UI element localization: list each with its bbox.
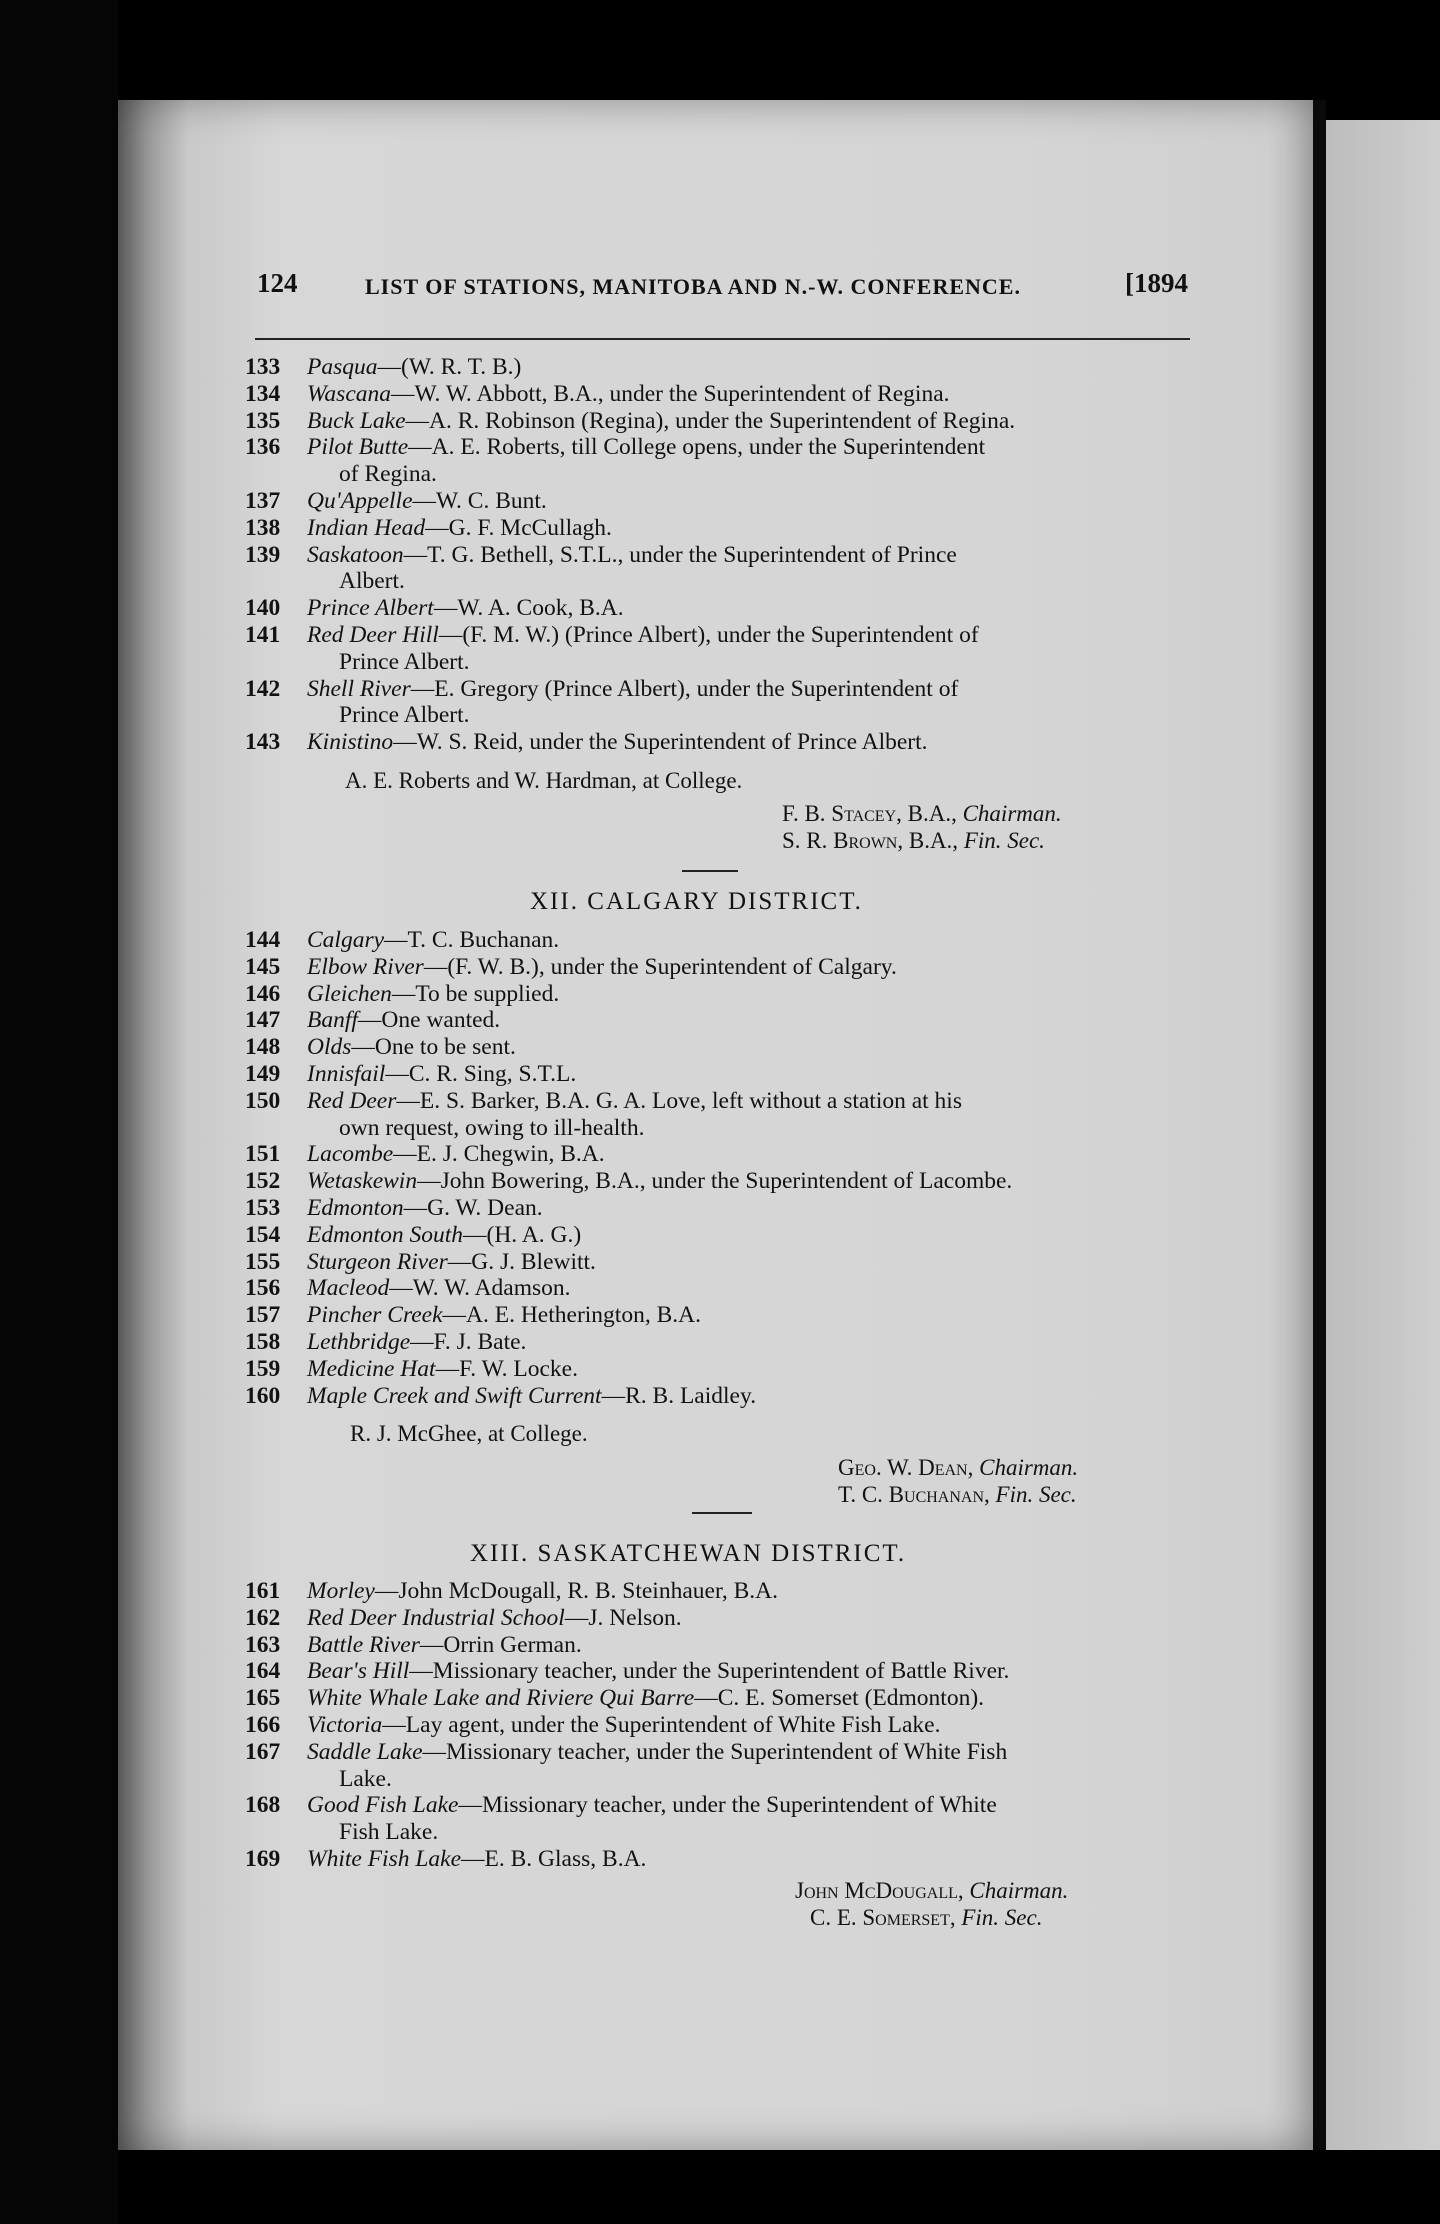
secretary-name: S. R. Brown bbox=[782, 828, 898, 853]
station-entry bbox=[245, 622, 1205, 649]
station-place: Pilot Butte bbox=[307, 434, 409, 461]
station-entry bbox=[245, 408, 1205, 435]
station-appointment: —Missionary teacher, under the Superintendent of White Fish bbox=[422, 1738, 1008, 1765]
station-appointment: —E. J. Chegwin, B.A. bbox=[393, 1141, 605, 1168]
station-appointment: —To be supplied. bbox=[391, 980, 560, 1007]
station-place: Edmonton South bbox=[307, 1221, 464, 1248]
station-number: 166 bbox=[245, 1711, 281, 1738]
station-appointment: —T. C. Buchanan. bbox=[384, 927, 560, 953]
station-number: 134 bbox=[245, 380, 281, 407]
station-appointment: —C. R. Sing, S.T.L. bbox=[385, 1060, 577, 1087]
calgary-secretary-signature: T. C. Buchanan, Fin. Sec. bbox=[838, 1482, 1077, 1507]
station-appointment: —T. G. Bethell, S.T.L., under the Superintendent of Prince bbox=[403, 541, 957, 568]
station-number: 137 bbox=[245, 487, 281, 514]
station-place: Edmonton bbox=[307, 1194, 404, 1221]
station-appointment: —(H. A. G.) bbox=[463, 1221, 582, 1248]
station-appointment: —F. J. Bate. bbox=[410, 1328, 527, 1355]
station-appointment: —John McDougall, R. B. Steinhauer, B.A. bbox=[374, 1578, 778, 1604]
station-number: 164 bbox=[245, 1658, 281, 1685]
station-number: 141 bbox=[245, 621, 281, 648]
secretary-title: Fin. Sec. bbox=[963, 828, 1045, 853]
station-appointment: —G. W. Dean. bbox=[403, 1194, 543, 1221]
station-place: Medicine Hat bbox=[307, 1355, 436, 1382]
station-place: Pasqua bbox=[307, 354, 378, 380]
station-place: White Whale Lake and Riviere Qui Barre bbox=[307, 1685, 695, 1712]
station-entry bbox=[245, 1141, 1205, 1168]
station-appointment: —F. W. Locke. bbox=[435, 1355, 578, 1382]
station-place: Prince Albert bbox=[307, 595, 434, 622]
station-entry bbox=[245, 1712, 1205, 1739]
station-place: Victoria bbox=[307, 1711, 383, 1738]
station-number: 155 bbox=[245, 1248, 281, 1275]
station-number: 148 bbox=[245, 1034, 281, 1061]
station-appointment: —W. S. Reid, under the Superintendent of Prince Albert. bbox=[393, 729, 928, 756]
station-entry bbox=[245, 1685, 1205, 1712]
chairman-signature bbox=[782, 801, 1062, 828]
calgary-chairman-name: Geo. W. Dean bbox=[838, 1455, 968, 1480]
station-place: Good Fish Lake bbox=[307, 1792, 459, 1819]
station-entry bbox=[245, 1739, 1205, 1766]
station-number: 160 bbox=[245, 1382, 281, 1409]
station-entry bbox=[245, 1383, 1205, 1410]
station-number: 165 bbox=[245, 1685, 281, 1712]
station-entry bbox=[245, 354, 1205, 381]
station-place: Banff bbox=[307, 1007, 358, 1034]
station-entry bbox=[245, 1222, 1205, 1249]
station-appointment: —W. C. Bunt. bbox=[412, 487, 547, 514]
station-number: 168 bbox=[245, 1792, 281, 1819]
station-place: Wascana bbox=[307, 380, 391, 407]
station-appointment: —A. E. Roberts, till College opens, under the Superintendent bbox=[408, 434, 986, 461]
station-entry bbox=[245, 1846, 1205, 1873]
district-heading-saskatchewan: XIII. SASKATCHEWAN DISTRICT. bbox=[470, 1540, 907, 1567]
chairman-name: F. B. Stacey bbox=[782, 801, 897, 826]
facing-page-edge bbox=[1326, 120, 1440, 2150]
station-continuation: Fish Lake. bbox=[339, 1819, 439, 1846]
station-place: Saskatoon bbox=[307, 541, 404, 568]
station-number: 136 bbox=[245, 434, 281, 461]
station-appointment: —J. Nelson. bbox=[564, 1604, 682, 1631]
station-entry bbox=[245, 1605, 1205, 1632]
station-number: 138 bbox=[245, 514, 281, 541]
station-place: Elbow River bbox=[307, 953, 424, 980]
station-entry bbox=[245, 1007, 1205, 1034]
college-note: A. E. Roberts and W. Hardman, at College. bbox=[345, 768, 743, 793]
station-appointment: —A. R. Robinson (Regina), under the Superintendent of Regina. bbox=[405, 407, 1016, 434]
station-place: Sturgeon River bbox=[307, 1248, 448, 1275]
station-number: 154 bbox=[245, 1221, 281, 1248]
calgary-entries bbox=[245, 927, 1205, 1409]
station-entry bbox=[245, 542, 1205, 569]
chairman-title: Chairman. bbox=[962, 801, 1062, 826]
station-number: 147 bbox=[245, 1007, 281, 1034]
station-place: Battle River bbox=[307, 1631, 420, 1658]
header-rule bbox=[255, 338, 1190, 340]
station-entry bbox=[245, 595, 1205, 622]
station-number: 158 bbox=[245, 1328, 281, 1355]
page-year: [1894 bbox=[1125, 268, 1188, 298]
station-appointment: —E. Gregory (Prince Albert), under the Superintendent of bbox=[410, 675, 959, 702]
station-entry bbox=[245, 1302, 1205, 1329]
station-entry bbox=[245, 927, 1205, 954]
station-entry bbox=[245, 1061, 1205, 1088]
station-appointment: —C. E. Somerset (Edmonton). bbox=[694, 1685, 985, 1712]
station-continuation: own request, owing to ill-health. bbox=[339, 1114, 645, 1141]
station-appointment: —(F. M. W.) (Prince Albert), under the Superintendent of bbox=[438, 621, 979, 648]
station-number: 167 bbox=[245, 1738, 281, 1765]
station-appointment: —W. W. Abbott, B.A., under the Superintendent of Regina. bbox=[391, 380, 950, 407]
station-place: Red Deer Industrial School bbox=[307, 1604, 565, 1631]
station-number: 144 bbox=[245, 927, 281, 953]
station-place: Morley bbox=[307, 1578, 375, 1604]
station-entry bbox=[245, 1329, 1205, 1356]
station-appointment: —Lay agent, under the Superintendent of White Fish Lake. bbox=[382, 1711, 941, 1738]
station-place: Macleod bbox=[307, 1275, 390, 1302]
station-entry bbox=[245, 981, 1205, 1008]
calgary-secretary-title: Fin. Sec. bbox=[995, 1482, 1077, 1507]
station-appointment: —A. E. Hetherington, B.A. bbox=[442, 1302, 701, 1329]
running-title: LIST OF STATIONS, MANITOBA AND N.-W. CONFERENCE. bbox=[365, 274, 1021, 299]
district-heading-calgary: XII. CALGARY DISTRICT. bbox=[530, 888, 863, 915]
sask-chairman-name: John McDougall bbox=[795, 1878, 958, 1903]
station-place: Red Deer bbox=[307, 1087, 397, 1114]
station-appointment: —(F. W. B.), under the Superintendent of Calgary. bbox=[423, 953, 897, 980]
station-number: 143 bbox=[245, 729, 281, 756]
station-place: White Fish Lake bbox=[307, 1845, 462, 1872]
station-number: 135 bbox=[245, 407, 281, 434]
station-appointment: —Missionary teacher, under the Superintendent of Battle River. bbox=[409, 1658, 1010, 1685]
station-place: Bear's Hill bbox=[307, 1658, 410, 1685]
station-continuation: Albert. bbox=[339, 568, 405, 595]
station-appointment: —G. J. Blewitt. bbox=[447, 1248, 596, 1275]
station-number: 156 bbox=[245, 1275, 281, 1302]
station-entry bbox=[245, 1275, 1205, 1302]
station-place: Innisfail bbox=[307, 1060, 386, 1087]
station-place: Maple Creek and Swift Current bbox=[307, 1382, 602, 1409]
station-number: 133 bbox=[245, 354, 281, 380]
chairman-degree: , B.A., bbox=[896, 801, 963, 826]
station-entry bbox=[245, 1034, 1205, 1061]
station-number: 150 bbox=[245, 1087, 281, 1114]
station-place: Olds bbox=[307, 1034, 352, 1061]
station-place: Qu'Appelle bbox=[307, 487, 413, 514]
station-place: Lethbridge bbox=[307, 1328, 411, 1355]
station-entry bbox=[245, 1088, 1205, 1115]
station-continuation: Prince Albert. bbox=[339, 702, 470, 729]
station-appointment: —R. B. Laidley. bbox=[601, 1382, 757, 1409]
station-number: 146 bbox=[245, 980, 281, 1007]
sask-chairman-signature: John McDougall, Chairman. bbox=[795, 1878, 1069, 1903]
station-entry bbox=[245, 1249, 1205, 1276]
station-entry bbox=[245, 1632, 1205, 1659]
station-continuation: of Regina. bbox=[339, 461, 437, 488]
sask-chairman-title: Chairman. bbox=[969, 1878, 1069, 1903]
station-number: 163 bbox=[245, 1631, 281, 1658]
station-appointment: —(W. R. T. B.) bbox=[377, 354, 522, 380]
station-number: 151 bbox=[245, 1141, 281, 1168]
calgary-secretary-name: T. C. Buchanan bbox=[838, 1482, 985, 1507]
station-appointment: —E. S. Barker, B.A. G. A. Love, left without a station at his bbox=[396, 1087, 962, 1114]
station-entry bbox=[245, 1356, 1205, 1383]
station-number: 169 bbox=[245, 1845, 281, 1872]
saskatchewan-entries bbox=[245, 1578, 1205, 1873]
station-number: 139 bbox=[245, 541, 281, 568]
station-appointment: —W. A. Cook, B.A. bbox=[433, 595, 624, 622]
page-header bbox=[245, 268, 1200, 308]
station-entry bbox=[245, 1658, 1205, 1685]
station-entry bbox=[245, 381, 1205, 408]
station-continuation: Lake. bbox=[339, 1765, 392, 1792]
station-place: Indian Head bbox=[307, 514, 426, 541]
station-place: Calgary bbox=[307, 927, 385, 953]
station-appointment: —W. W. Adamson. bbox=[389, 1275, 571, 1302]
film-border-left bbox=[0, 0, 118, 2224]
station-entry bbox=[245, 1578, 1205, 1605]
secretary-signature bbox=[782, 828, 1045, 855]
station-place: Wetaskewin bbox=[307, 1168, 418, 1195]
station-entry bbox=[245, 1168, 1205, 1195]
station-place: Red Deer Hill bbox=[307, 621, 439, 648]
station-appointment: —G. F. McCullagh. bbox=[425, 514, 612, 541]
sask-secretary-title: Fin. Sec. bbox=[961, 1905, 1043, 1930]
page-spine-gap bbox=[1313, 100, 1326, 2150]
station-number: 153 bbox=[245, 1194, 281, 1221]
station-place: Gleichen bbox=[307, 980, 392, 1007]
station-number: 157 bbox=[245, 1302, 281, 1329]
station-number: 145 bbox=[245, 953, 281, 980]
station-number: 152 bbox=[245, 1168, 281, 1195]
station-number: 149 bbox=[245, 1060, 281, 1087]
secretary-degree: , B.A., bbox=[897, 828, 964, 853]
page-number: 124 bbox=[257, 268, 298, 298]
station-appointment: —One to be sent. bbox=[351, 1034, 516, 1061]
station-number: 142 bbox=[245, 675, 281, 702]
station-place: Pincher Creek bbox=[307, 1302, 443, 1329]
station-entry bbox=[245, 434, 1205, 461]
calgary-chairman-signature: Geo. W. Dean, Chairman. bbox=[838, 1455, 1079, 1480]
station-entry bbox=[245, 488, 1205, 515]
sask-secretary-signature: C. E. Somerset, Fin. Sec. bbox=[810, 1905, 1043, 1930]
station-entry bbox=[245, 676, 1205, 703]
section-divider bbox=[682, 870, 738, 872]
station-number: 140 bbox=[245, 595, 281, 622]
calgary-chairman-title: Chairman. bbox=[979, 1455, 1079, 1480]
station-place: Saddle Lake bbox=[307, 1738, 423, 1765]
sask-secretary-name: C. E. Somerset bbox=[810, 1905, 950, 1930]
station-appointment: —Orrin German. bbox=[419, 1631, 582, 1658]
station-continuation: Prince Albert. bbox=[339, 648, 470, 675]
station-entry bbox=[245, 1195, 1205, 1222]
station-appointment: —E. B. Glass, B.A. bbox=[461, 1845, 647, 1872]
station-number: 162 bbox=[245, 1604, 281, 1631]
station-entry bbox=[245, 729, 1205, 756]
station-number: 159 bbox=[245, 1355, 281, 1382]
college-note-calgary: R. J. McGhee, at College. bbox=[350, 1421, 588, 1446]
station-entry bbox=[245, 1792, 1205, 1819]
station-place: Shell River bbox=[307, 675, 411, 702]
station-place: Kinistino bbox=[307, 729, 394, 756]
station-entry bbox=[245, 515, 1205, 542]
regina-entries bbox=[245, 354, 1205, 756]
station-appointment: —One wanted. bbox=[357, 1007, 501, 1034]
station-number: 161 bbox=[245, 1578, 281, 1604]
section-divider-2 bbox=[692, 1512, 752, 1514]
station-entry bbox=[245, 954, 1205, 981]
station-appointment: —Missionary teacher, under the Superintendent of White bbox=[458, 1792, 997, 1819]
station-appointment: —John Bowering, B.A., under the Superintendent of Lacombe. bbox=[417, 1168, 1013, 1195]
station-place: Buck Lake bbox=[307, 407, 406, 434]
station-place: Lacombe bbox=[307, 1141, 394, 1168]
